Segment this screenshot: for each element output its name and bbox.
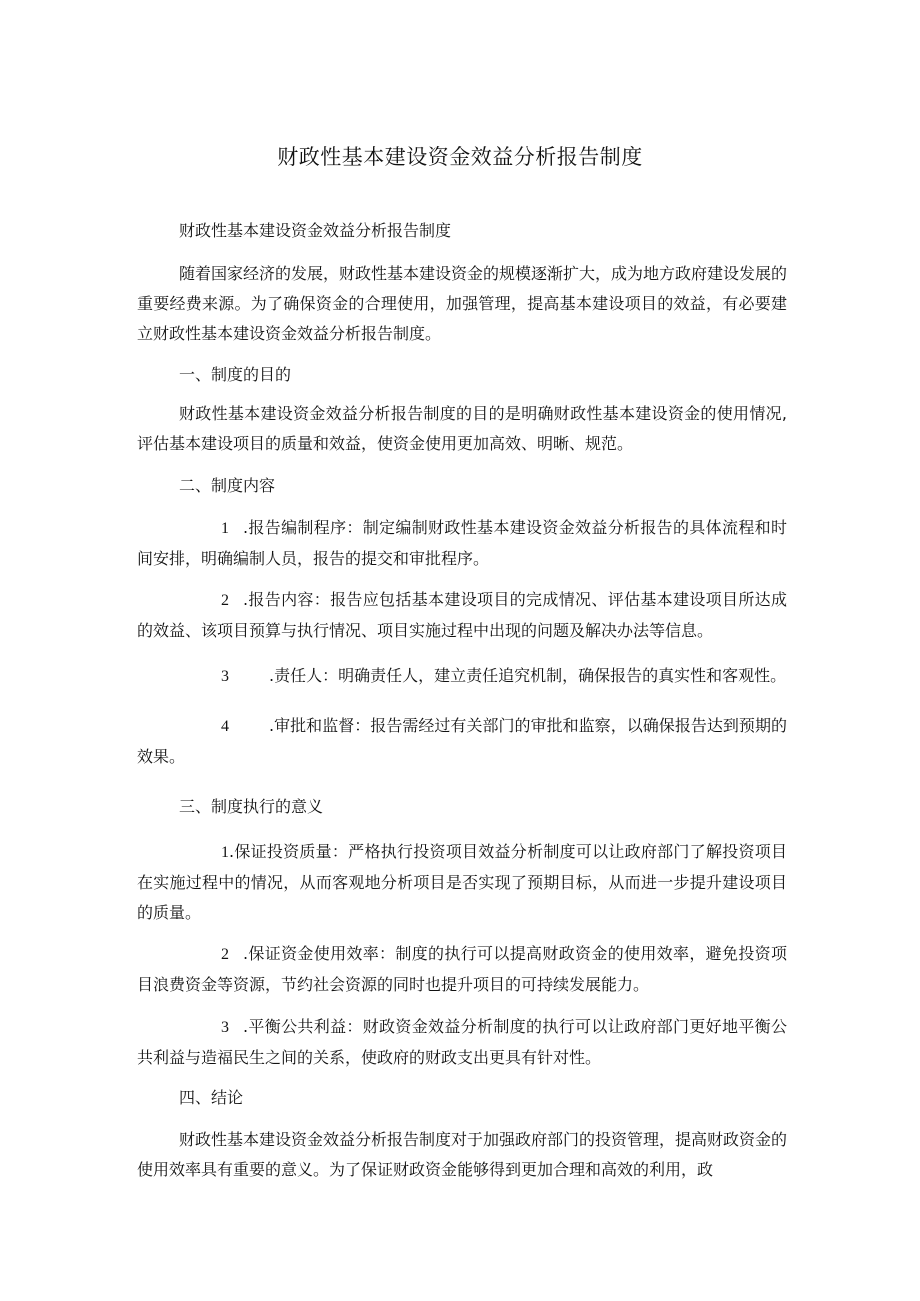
item-text: .审批和监督：报告需经过有关部门的审批和监察，以确保报告达到预期的效果。 [137, 716, 787, 766]
item-number: 2 [221, 946, 229, 963]
section-3-heading: 三、制度执行的意义 [179, 797, 324, 816]
item-number: 1 [221, 520, 229, 537]
section-4-body: 财政性基本建设资金效益分析报告制度对于加强政府部门的投资管理，提高财政资金的使用效率具有重要的意义。为了保证财政资金能够得到更加合理和高效的利用，政 [137, 1130, 788, 1179]
section-3-item-3 [137, 1012, 787, 1073]
section-2-heading: 二、制度内容 [179, 476, 276, 495]
section-2-item-2 [137, 585, 787, 646]
section-2-item-1 [137, 513, 787, 574]
item-text: .报告编制程序：制定编制财政性基本建设资金效益分析报告的具体流程和时间安排，明确编制人员，报告的提交和审批程序。 [137, 518, 787, 568]
item-text: .保证资金使用效率：制度的执行可以提高财政资金的使用效率，避免投资项目浪费资金等资源，节约社会资源的同时也提升项目的可持续发展能力。 [137, 944, 787, 994]
section-2-item-4 [137, 711, 787, 772]
section-4-heading: 四、结论 [179, 1088, 244, 1107]
item-number: 1 [221, 844, 229, 861]
item-text: .报告内容：报告应包括基本建设项目的完成情况、评估基本建设项目所达成的效益、该项目预算与执行情况、项目实施过程中出现的问题及解决办法等信息。 [137, 590, 787, 640]
item-number: 3 [221, 1019, 229, 1036]
section-3-item-1 [137, 837, 787, 928]
item-number: 3 [221, 668, 229, 685]
item-text: .责任人：明确责任人，建立责任追究机制，确保报告的真实性和客观性。 [269, 666, 787, 685]
item-text: .平衡公共利益：财政资金效益分析制度的执行可以让政府部门更好地平衡公共利益与造福民生之间的关系，使政府的财政支出更具有针对性。 [137, 1017, 787, 1067]
section-1-body: 财政性基本建设资金效益分析报告制度的目的是明确财政性基本建设资金的使用情况,评估基本建设项目的质量和效益，使资金使用更加高效、明晰、规范。 [137, 404, 787, 453]
section-1-heading: 一、制度的目的 [179, 365, 292, 384]
item-number: 4 [221, 718, 229, 735]
section-2-item-3 [137, 661, 787, 692]
item-number: 2 [221, 592, 229, 609]
section-3-item-2 [137, 939, 787, 1000]
intro-paragraph: 随着国家经济的发展，财政性基本建设资金的规模逐渐扩大，成为地方政府建设发展的重要经费来源。为了确保资金的合理使用，加强管理，提高基本建设项目的效益，有必要建立财政性基本建设资金效益分析报告制度。 [137, 264, 788, 343]
document-title: 财政性基本建设资金效益分析报告制度 [277, 145, 643, 169]
item-text: .保证投资质量：严格执行投资项目效益分析制度可以让政府部门了解投资项目在实施过程中的情况，从而客观地分析项目是否实现了预期目标，从而进一步提升建设项目的质量。 [137, 842, 787, 922]
document-subtitle: 财政性基本建设资金效益分析报告制度 [179, 221, 452, 240]
